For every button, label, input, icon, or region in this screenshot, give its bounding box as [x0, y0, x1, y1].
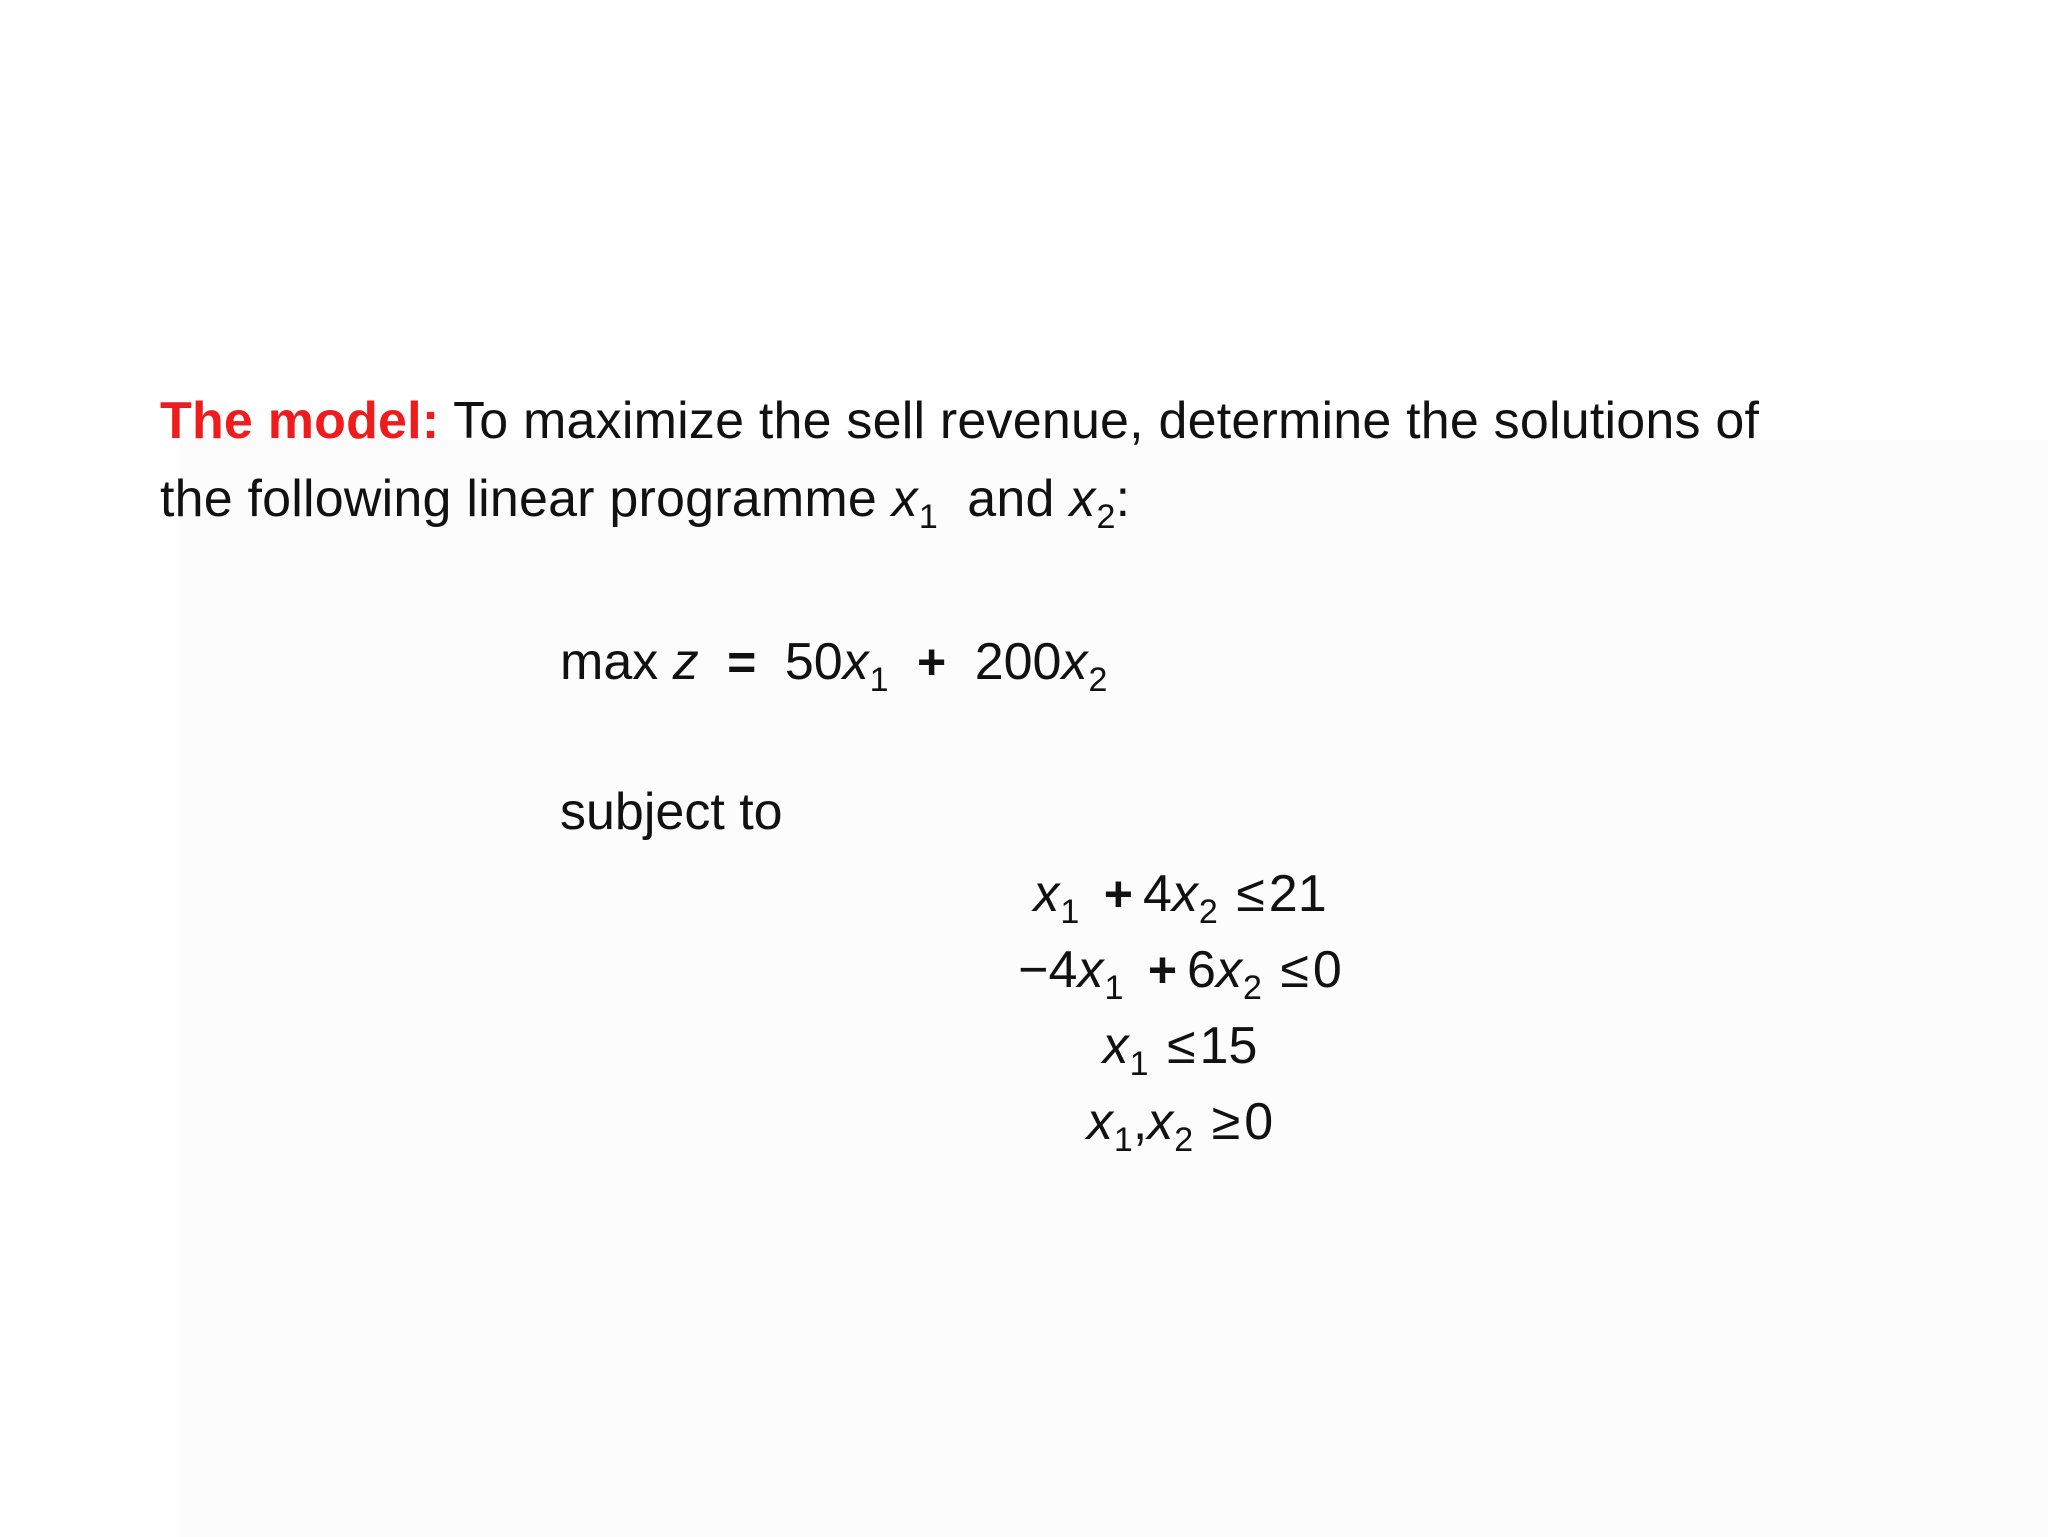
subscript-2: 2	[1174, 1121, 1194, 1159]
rhs-value: 0	[1244, 1093, 1274, 1151]
intro-text	[160, 382, 1920, 544]
variable-x: x	[1077, 941, 1104, 999]
subject-to-label: subject to	[560, 783, 783, 841]
coefficient-200: 200	[974, 633, 1062, 691]
coefficient-50: 50	[784, 633, 843, 691]
constraint-4	[970, 1092, 1390, 1168]
colon: :	[1115, 470, 1131, 528]
equals-sign: =	[727, 634, 757, 690]
rhs-value: 15	[1199, 1017, 1258, 1075]
variable-x: x	[1069, 470, 1096, 528]
plus-sign: +	[1103, 866, 1133, 922]
variable-x: x	[891, 470, 918, 528]
max-label: max	[560, 633, 659, 691]
subscript-1: 1	[918, 498, 938, 536]
variable-x: x	[1061, 633, 1088, 691]
variable-x: x	[1215, 941, 1242, 999]
variable-z: z	[672, 633, 699, 691]
subscript-2: 2	[1096, 498, 1116, 536]
subscript-2: 2	[1198, 893, 1218, 931]
plus-sign: +	[917, 634, 947, 690]
objective-function	[560, 632, 1108, 699]
rhs-value: 0	[1312, 941, 1342, 999]
variable-x: x	[1033, 865, 1060, 923]
intro-line-1	[160, 382, 1920, 460]
subscript-1: 1	[1060, 893, 1080, 931]
and-text: and	[967, 470, 1055, 528]
subscript-1: 1	[1113, 1121, 1133, 1159]
intro-sentence-continued: the following linear programme	[160, 470, 878, 528]
less-equal-sign: ≤	[1236, 865, 1265, 923]
subscript-1: 1	[1104, 969, 1124, 1007]
comma: ,	[1132, 1093, 1148, 1151]
variable-x: x	[842, 633, 869, 691]
subscript-2: 2	[1088, 661, 1108, 699]
constraint-1	[970, 864, 1390, 940]
rhs-value: 21	[1268, 865, 1327, 923]
subscript-2: 2	[1242, 969, 1262, 1007]
variable-x: x	[1171, 865, 1198, 923]
model-heading: The model:	[160, 392, 440, 450]
constraint-list	[970, 864, 1390, 1168]
greater-equal-sign: ≥	[1211, 1093, 1241, 1151]
variable-x: x	[1102, 1017, 1129, 1075]
subscript-1: 1	[869, 661, 889, 699]
constraint-2	[970, 940, 1390, 1016]
variable-x: x	[1147, 1093, 1174, 1151]
subscript-1: 1	[1129, 1045, 1149, 1083]
less-equal-sign: ≤	[1280, 941, 1309, 999]
coefficient: 4	[1142, 865, 1172, 923]
variable-x: x	[1086, 1093, 1113, 1151]
intro-line-2	[160, 460, 1920, 544]
intro-sentence: To maximize the sell revenue, determine the solutions of	[453, 392, 1760, 450]
plus-sign: +	[1147, 942, 1178, 998]
constraint-3	[970, 1016, 1390, 1092]
less-equal-sign: ≤	[1166, 1017, 1196, 1075]
coefficient: 6	[1187, 941, 1216, 999]
coefficient: −4	[1018, 941, 1078, 999]
